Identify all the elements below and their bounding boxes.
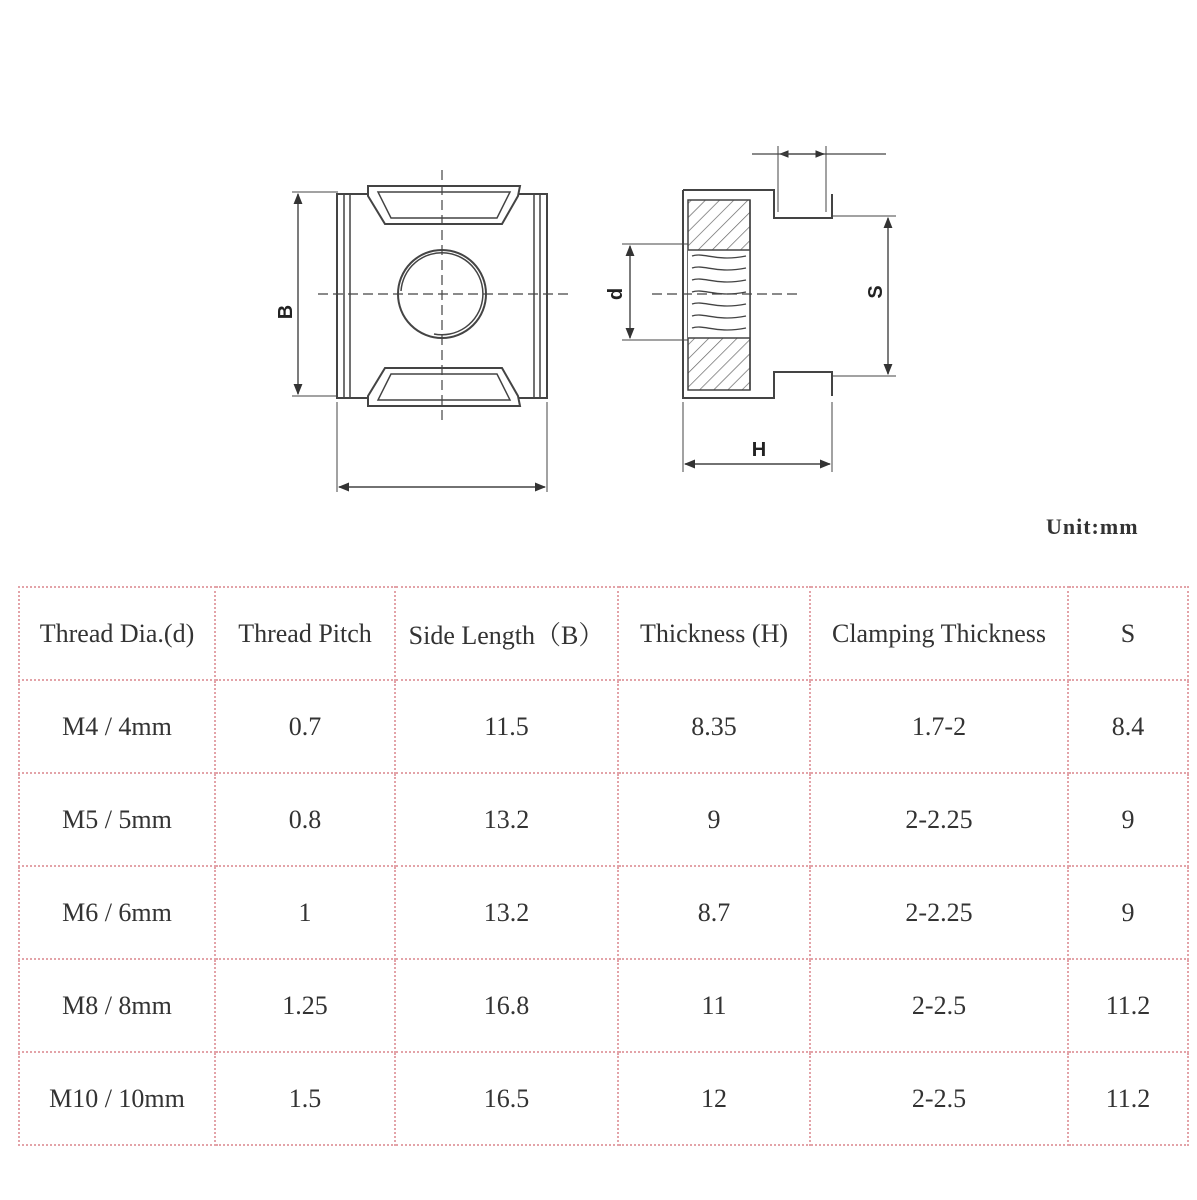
unit-label: Unit:mm xyxy=(1046,514,1139,539)
table-cell: 11.5 xyxy=(395,680,618,773)
table-cell: 9 xyxy=(1068,773,1188,866)
header-clamping-thickness: Clamping Thickness xyxy=(810,587,1068,680)
header-thickness: Thickness (H) xyxy=(618,587,810,680)
header-s: S xyxy=(1068,587,1188,680)
table-cell: 8.4 xyxy=(1068,680,1188,773)
table-row xyxy=(19,773,1188,866)
table-row xyxy=(19,959,1188,1052)
table-cell: 0.8 xyxy=(215,773,395,866)
technical-drawing xyxy=(0,0,1197,560)
table-cell: 1.5 xyxy=(215,1052,395,1145)
table-cell: 1.7-2 xyxy=(810,680,1068,773)
table-cell: 1 xyxy=(215,866,395,959)
table-cell: M4 / 4mm xyxy=(19,680,215,773)
table-row xyxy=(19,1052,1188,1145)
table-cell: 11.2 xyxy=(1068,1052,1188,1145)
table-cell: 11.2 xyxy=(1068,959,1188,1052)
table-header-row xyxy=(19,587,1188,680)
side-view xyxy=(622,146,896,472)
table-cell: 13.2 xyxy=(395,866,618,959)
table-cell: 8.7 xyxy=(618,866,810,959)
label-s: S xyxy=(865,285,887,299)
table-cell: 2-2.5 xyxy=(810,959,1068,1052)
table-cell: 16.8 xyxy=(395,959,618,1052)
table-cell: M10 / 10mm xyxy=(19,1052,215,1145)
table-cell: 0.7 xyxy=(215,680,395,773)
table-cell: 16.5 xyxy=(395,1052,618,1145)
table-cell: 2-2.5 xyxy=(810,1052,1068,1145)
table-cell: 12 xyxy=(618,1052,810,1145)
table-cell: M8 / 8mm xyxy=(19,959,215,1052)
front-view xyxy=(292,170,568,492)
table-cell: 9 xyxy=(618,773,810,866)
header-side-length: Side Length（B） xyxy=(395,587,618,680)
table-cell: M5 / 5mm xyxy=(19,773,215,866)
table-cell: 8.35 xyxy=(618,680,810,773)
label-b: B xyxy=(275,304,297,320)
table-cell: M6 / 6mm xyxy=(19,866,215,959)
label-h: H xyxy=(751,439,767,461)
table-row xyxy=(19,680,1188,773)
table-cell: 2-2.25 xyxy=(810,866,1068,959)
table-cell: 9 xyxy=(1068,866,1188,959)
table-cell: 13.2 xyxy=(395,773,618,866)
table-row xyxy=(19,866,1188,959)
header-thread-pitch: Thread Pitch xyxy=(215,587,395,680)
label-d: d xyxy=(605,287,627,301)
header-thread-dia: Thread Dia.(d) xyxy=(19,587,215,680)
spec-table xyxy=(18,586,1189,1146)
table-cell: 2-2.25 xyxy=(810,773,1068,866)
table-cell: 11 xyxy=(618,959,810,1052)
table-cell: 1.25 xyxy=(215,959,395,1052)
